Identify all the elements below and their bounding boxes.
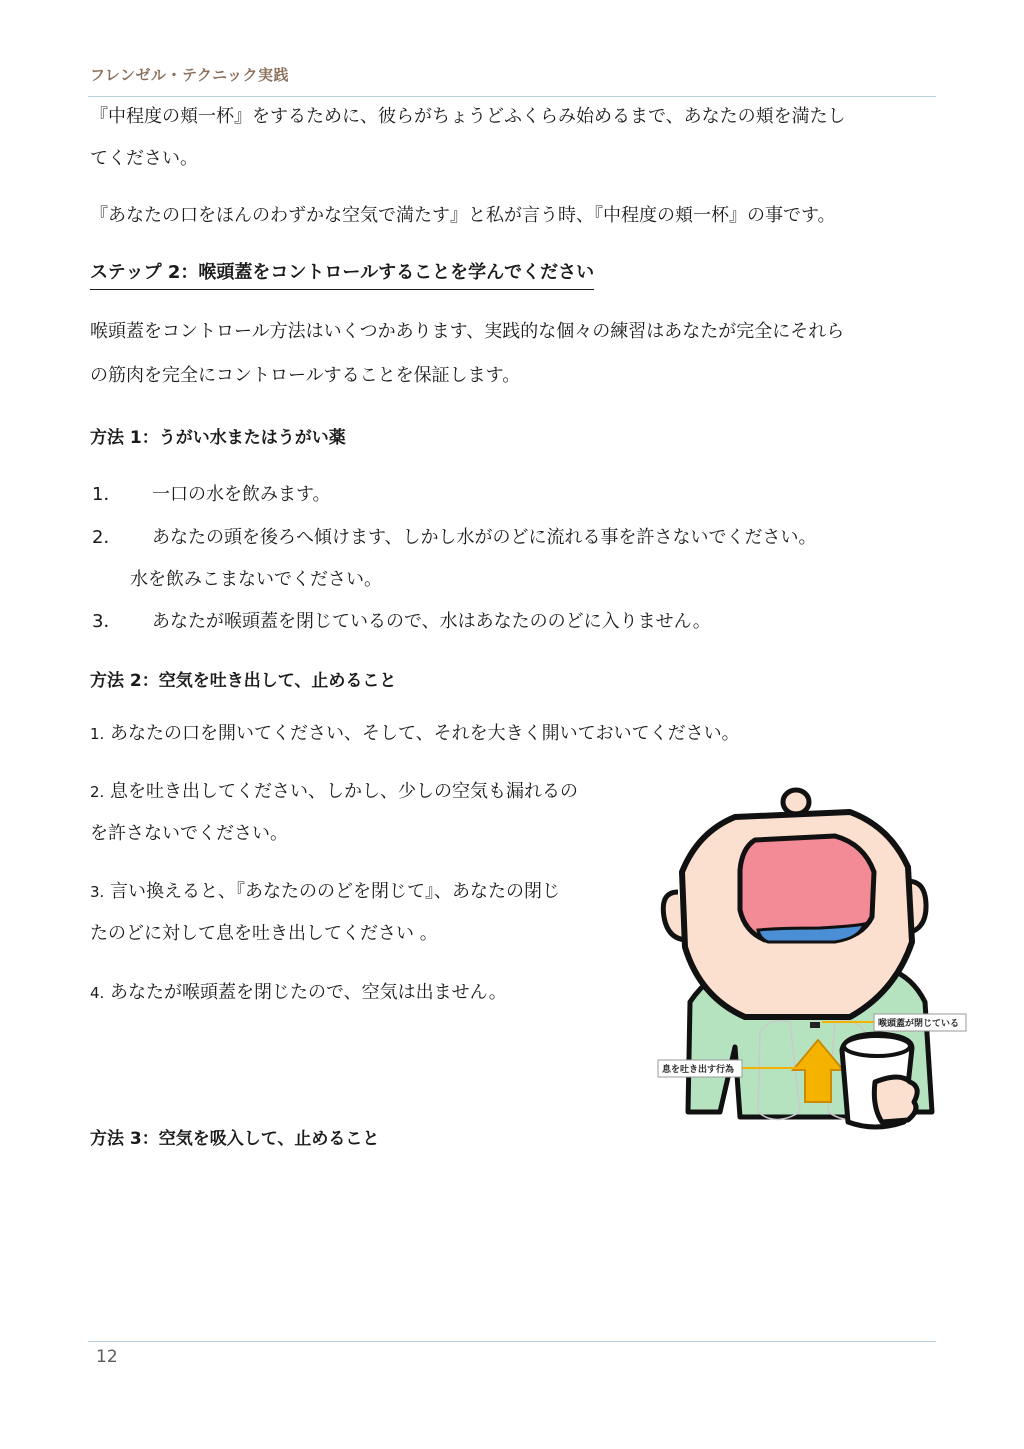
head-top-bump (783, 790, 809, 814)
list-text: 一口の水を飲みます。 (152, 484, 331, 505)
method1-heading: 方法 1：うがい水またはうがい薬 (90, 428, 346, 448)
method2-step-2-continuation: を許さないでください。 (90, 823, 288, 844)
method2-step-3-continuation: たのどに対して息を吐き出してください 。 (90, 923, 438, 944)
method2-step-1 (90, 713, 740, 755)
method2-step-4 (90, 972, 507, 1014)
cup-rim (844, 1036, 910, 1056)
method1-item (92, 480, 331, 506)
epiglottis-marker (810, 1022, 820, 1028)
step-text: あなたの口を開いてください、そして、それを大きく開いておいてください。 (110, 723, 740, 744)
list-text: あなたが喉頭蓋を閉じているので、水はあなたののどに入りません。 (152, 611, 711, 632)
method3-heading: 方法 3：空気を吸入して、止めること (90, 1129, 380, 1149)
step-text: 言い換えると、『あなたののどを閉じて』、あなたの閉じ (110, 881, 561, 902)
list-number: 1． (92, 484, 122, 505)
callout-label-epiglottis: 喉頭蓋が閉じている (878, 1019, 960, 1029)
method1-item-continuation (130, 565, 382, 591)
step2-heading: ステップ 2：喉頭蓋をコントロールすることを学んでください (90, 258, 594, 290)
list-text: 水を飲みこまないでください。 (130, 569, 382, 590)
step2-body-line-1: 喉頭蓋をコントロール方法はいくつかあります、実践的な個々の練習はあなたが完全にそれら (90, 321, 845, 342)
intro-line-1: 『中程度の頬一杯』をするために、彼らがちょうどふくらみ始めるまで、あなたの頬を満たし (90, 106, 846, 127)
step-number: 3. (90, 883, 105, 901)
step-number: 4. (90, 984, 105, 1002)
step-number: 2. (90, 783, 105, 801)
step-text: 息を吐き出してください、しかし、少しの空気も漏れるの (110, 781, 579, 802)
intro-line-3: 『あなたの口をほんのわずかな空気で満たす』と私が言う時、『中程度の頬一杯』の事です。 (90, 205, 836, 226)
gargle-illustration (650, 782, 970, 1134)
step2-body-line-2: の筋肉を完全にコントロールすることを保証します。 (90, 365, 521, 386)
step-text: あなたが喉頭蓋を閉じたので、空気は出ません。 (110, 982, 507, 1003)
running-header-title: フレンゼル・テクニック実践 (90, 66, 290, 84)
method1-item (92, 523, 817, 549)
list-number: 2． (92, 527, 122, 548)
footer-divider (88, 1341, 936, 1342)
method2-step-2 (90, 771, 578, 813)
method1-item (92, 607, 711, 633)
step-number: 1. (90, 725, 105, 743)
callout-label-exhale: 息を吐き出す行為 (662, 1065, 735, 1075)
hand-shape (874, 1077, 917, 1122)
method2-heading: 方法 2：空気を吐き出して、止めること (90, 671, 397, 691)
page-number: 12 (96, 1347, 118, 1367)
intro-line-2: てください。 (90, 148, 198, 169)
method2-step-3 (90, 871, 560, 913)
list-number: 3． (92, 611, 122, 632)
list-text: あなたの頭を後ろへ傾けます、しかし水がのどに流れる事を許さないでください。 (152, 527, 817, 548)
